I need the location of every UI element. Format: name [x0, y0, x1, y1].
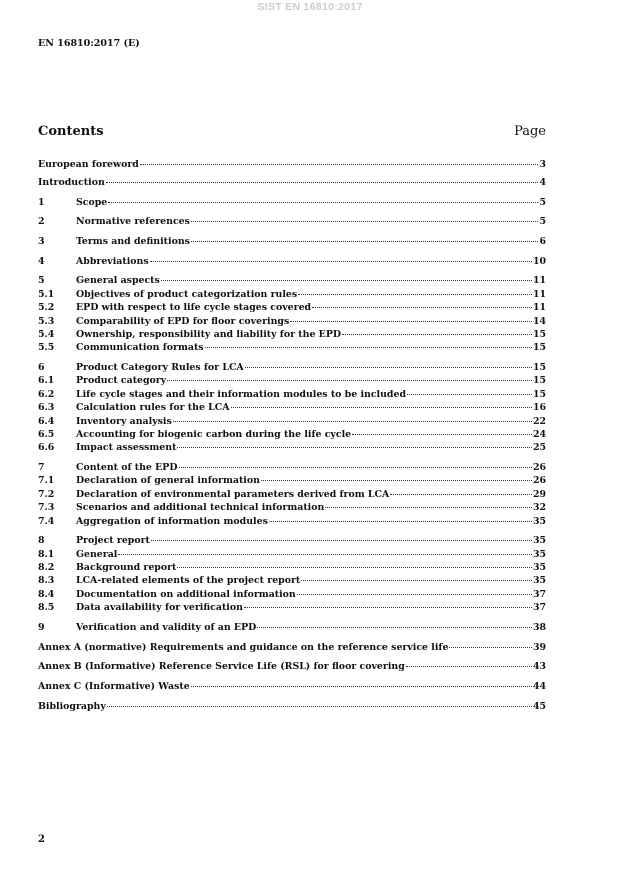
toc-entry-number: 5.4 [38, 328, 55, 340]
dot-leader [177, 558, 532, 568]
toc-entry-number: 6.5 [38, 428, 55, 440]
toc-entry-title: Background report [76, 562, 177, 574]
toc-entry-number: 5.1 [38, 288, 55, 300]
dot-leader [390, 485, 532, 495]
toc-entry-number: 8.2 [38, 562, 55, 574]
toc-entry-page: 11 [532, 288, 546, 300]
toc-entry[interactable] [38, 640, 546, 653]
toc-entry-page: 6 [539, 235, 546, 247]
toc-entry[interactable] [38, 254, 546, 267]
toc-entry-title: Data availability for verification [76, 602, 243, 614]
dot-leader [173, 412, 532, 422]
toc-entry-title: Annex C (Informative) Waste [38, 680, 190, 692]
toc-entry-title: EPD with respect to life cycle stages covered [76, 302, 312, 314]
dot-leader [108, 193, 538, 203]
dot-leader [245, 358, 532, 368]
toc-entry-title: Impact assessment [76, 442, 177, 454]
toc-entry-page: 39 [532, 641, 546, 653]
dot-leader [449, 638, 532, 648]
dot-leader [205, 338, 532, 348]
toc-entry-page: 26 [532, 462, 546, 473]
toc-entry[interactable] [38, 514, 546, 527]
dot-leader [191, 677, 532, 687]
toc-entry-page: 37 [532, 588, 546, 600]
table-of-contents [38, 157, 546, 712]
toc-entry-number: 3 [38, 235, 45, 247]
dot-leader [151, 531, 532, 541]
page-column-label: Page [514, 124, 546, 139]
dot-leader [140, 155, 539, 165]
watermark: SIST EN 16810:2017 [257, 1, 363, 13]
toc-entry-number: 2 [38, 216, 45, 228]
toc-entry-page: 37 [532, 602, 546, 614]
toc-entry-title: Scope [76, 196, 108, 208]
toc-entry-title: Abbreviations [76, 255, 149, 267]
toc-entry-number: 8.4 [38, 588, 55, 600]
toc-entry-title: General aspects [76, 275, 160, 287]
dot-leader [269, 512, 532, 522]
toc-entry-page: 15 [532, 361, 546, 373]
dot-leader [177, 438, 532, 448]
toc-entry-number: 8.5 [38, 602, 55, 614]
toc-entry[interactable] [38, 600, 546, 613]
toc-entry-number: 4 [38, 255, 45, 267]
toc-entry-number: 7.3 [38, 502, 55, 514]
toc-entry-number: 7.2 [38, 488, 55, 500]
toc-entry[interactable] [38, 659, 546, 672]
toc-entry-number: 6.3 [38, 402, 55, 414]
toc-entry-number: 6.6 [38, 442, 55, 454]
dot-leader [161, 271, 532, 281]
toc-entry-number: 8.3 [38, 575, 55, 587]
dot-leader [167, 371, 532, 381]
toc-entry-number: 6.1 [38, 375, 55, 387]
toc-entry-number: 6.4 [38, 415, 55, 427]
toc-entry-page: 5 [539, 196, 546, 208]
toc-entry-page: 10 [532, 255, 546, 267]
dot-leader [150, 252, 532, 262]
contents-title: Contents [38, 124, 104, 139]
toc-entry-page: 5 [539, 216, 546, 228]
toc-entry[interactable] [38, 175, 546, 188]
dot-leader [106, 173, 539, 183]
dot-leader [298, 285, 532, 295]
toc-entry-title: Content of the EPD [76, 462, 178, 473]
toc-entry-title: Accounting for biogenic carbon during the life cycle [76, 428, 352, 440]
dot-leader [191, 212, 539, 222]
toc-entry-page: 15 [532, 375, 546, 387]
toc-entry-title: Declaration of environmental parameters derived from LCA [76, 488, 390, 500]
toc-entry-title: Declaration of general information [76, 475, 260, 487]
toc-entry-title: Life cycle stages and their information modules to be included [76, 388, 407, 400]
toc-entry-page: 11 [532, 302, 546, 314]
toc-entry-page: 26 [532, 475, 546, 487]
dot-leader [352, 425, 532, 435]
dot-leader [118, 545, 532, 555]
dot-leader [325, 498, 532, 508]
dot-leader [179, 458, 532, 468]
toc-entry-title: Scenarios and additional technical information [76, 502, 325, 514]
toc-entry-number: 8.1 [38, 548, 55, 560]
toc-entry-page: 14 [532, 315, 546, 327]
toc-entry-page: 29 [532, 488, 546, 500]
toc-entry-page: 3 [539, 159, 546, 170]
dot-leader [261, 471, 532, 481]
toc-entry[interactable] [38, 440, 546, 453]
toc-entry-number: 1 [38, 196, 45, 208]
toc-entry-number: 7.1 [38, 475, 55, 487]
toc-entry-page: 35 [532, 575, 546, 587]
toc-entry-number: 6.2 [38, 388, 55, 400]
toc-entry-number: 5 [38, 275, 45, 287]
toc-entry-number: 7 [38, 462, 45, 473]
toc-entry[interactable] [38, 214, 546, 227]
toc-entry-title: Verification and validity of an EPD [76, 621, 257, 633]
toc-entry-title: Calculation rules for the LCA [76, 402, 230, 414]
toc-entry-title: LCA-related elements of the project report [76, 575, 301, 587]
toc-entry-page: 24 [532, 428, 546, 440]
dot-leader [191, 232, 539, 242]
toc-entry-page: 25 [532, 442, 546, 454]
dot-leader [342, 325, 532, 335]
dot-leader [244, 598, 532, 608]
toc-entry-page: 15 [532, 328, 546, 340]
toc-entry[interactable] [38, 340, 546, 353]
dot-leader [407, 385, 532, 395]
toc-entry[interactable] [38, 699, 546, 712]
toc-entry[interactable] [38, 620, 546, 633]
dot-leader [290, 312, 532, 322]
toc-entry-page: 22 [532, 415, 546, 427]
toc-entry-title: Documentation on additional information [76, 588, 296, 600]
toc-entry[interactable] [38, 679, 546, 692]
toc-entry-page: 45 [532, 700, 546, 712]
toc-entry-title: Project report [76, 535, 150, 547]
toc-entry-page: 35 [532, 535, 546, 547]
toc-entry-title: Communication formats [76, 342, 204, 354]
toc-entry-title: Introduction [38, 176, 105, 188]
toc-entry-page: 35 [532, 562, 546, 574]
toc-entry-title: Annex B (Informative) Reference Service Life (RSL) for floor covering [38, 661, 405, 673]
toc-entry-title: Annex A (normative) Requirements and guidance on the reference service life [38, 641, 449, 653]
dot-leader [107, 697, 532, 707]
dot-leader [257, 618, 532, 628]
toc-entry-number: 7.4 [38, 515, 55, 527]
toc-entry-page: 35 [532, 548, 546, 560]
toc-entry-title: Bibliography [38, 700, 106, 712]
toc-entry-number: 9 [38, 621, 45, 633]
toc-entry-page: 35 [532, 515, 546, 527]
toc-entry-title: Aggregation of information modules [76, 515, 268, 527]
toc-entry-page: 11 [532, 275, 546, 287]
toc-entry-page: 38 [532, 621, 546, 633]
dot-leader [231, 398, 532, 408]
toc-entry-page: 15 [532, 342, 546, 354]
dot-leader [297, 585, 532, 595]
toc-entry-page: 44 [532, 680, 546, 692]
toc-entry[interactable] [38, 234, 546, 247]
toc-entry-page: 4 [539, 176, 546, 188]
dot-leader [301, 571, 532, 581]
toc-entry-number: 5.5 [38, 342, 55, 354]
toc-entry-number: 6 [38, 361, 45, 373]
toc-entry[interactable] [38, 195, 546, 208]
toc-entry[interactable] [38, 157, 546, 170]
toc-entry-page: 16 [532, 402, 546, 414]
toc-entry-title: European foreword [38, 159, 139, 170]
page-number: 2 [38, 834, 45, 845]
toc-entry-number: 5.3 [38, 315, 55, 327]
toc-entry-title: Objectives of product categorization rules [76, 288, 298, 300]
toc-entry-title: Comparability of EPD for floor coverings [76, 315, 290, 327]
toc-entry-title: Terms and definitions [76, 235, 190, 247]
toc-entry-page: 43 [532, 661, 546, 673]
toc-entry-title: Product category [76, 375, 167, 387]
toc-entry-number: 5.2 [38, 302, 55, 314]
toc-entry-number: 8 [38, 535, 45, 547]
toc-entry-title: General [76, 548, 118, 560]
toc-entry-title: Product Category Rules for LCA [76, 361, 244, 373]
toc-entry-page: 32 [532, 502, 546, 514]
standard-id: EN 16810:2017 (E) [38, 38, 140, 49]
dot-leader [406, 657, 532, 667]
toc-entry-page: 15 [532, 388, 546, 400]
dot-leader [312, 298, 532, 308]
toc-entry-title: Ownership, responsibility and liability for the EPD [76, 328, 341, 340]
toc-entry-title: Normative references [76, 216, 190, 228]
toc-entry-title: Inventory analysis [76, 415, 172, 427]
